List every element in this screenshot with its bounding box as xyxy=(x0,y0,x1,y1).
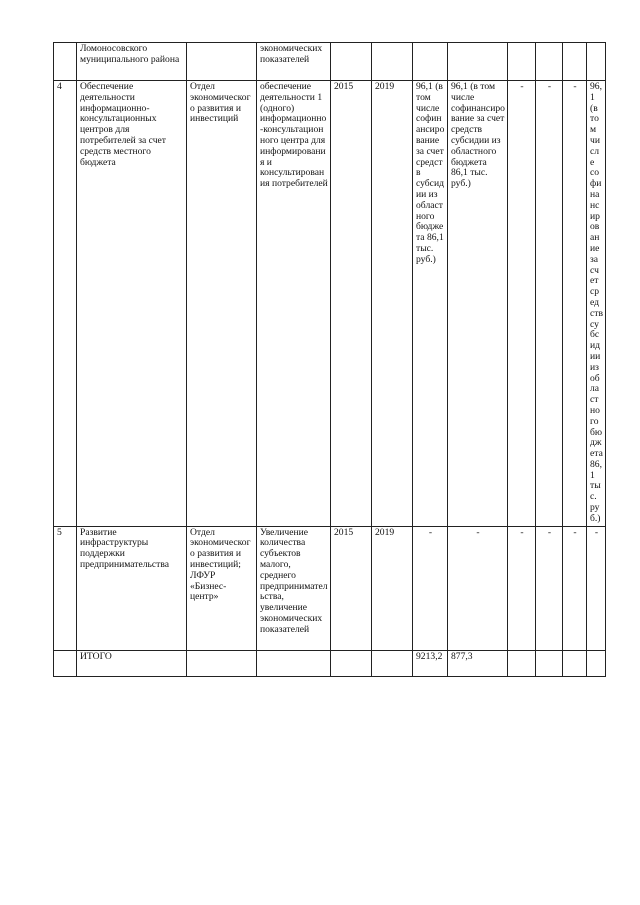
funding-2017-cell: - xyxy=(536,81,563,527)
row-number-cell xyxy=(54,43,77,81)
funding-2015-cell: 877,3 xyxy=(448,650,508,676)
total-funding-cell: 96,1 (в том числе софинансирование за счет средств субсидии из областного бюджета 86,1 тыс. руб.) xyxy=(413,81,448,527)
result-cell: Увеличение количества субъектов малого, среднего предпринимательства, увеличение экономических показателей xyxy=(257,526,331,650)
start-year-cell: 2015 xyxy=(331,81,372,527)
table-row xyxy=(54,526,606,650)
executor-cell: Отдел экономического развития и инвестиций xyxy=(187,81,257,527)
funding-2018-cell xyxy=(563,650,587,676)
funding-2015-cell: 96,1 (в том числе софинансирование за счет средств субсидии из областного бюджета 86,1 тыс. руб.) xyxy=(448,81,508,527)
activity-name-cell: Обеспечение деятельности информационно-консультационных центров для потребителей за счет средств местного бюджета xyxy=(77,81,187,527)
executor-cell xyxy=(187,43,257,81)
end-year-cell: 2019 xyxy=(372,526,413,650)
result-cell: экономических показателей xyxy=(257,43,331,81)
row-number-cell: 4 xyxy=(54,81,77,527)
end-year-cell: 2019 xyxy=(372,81,413,527)
funding-2015-cell: - xyxy=(448,526,508,650)
executor-cell xyxy=(187,650,257,676)
result-cell: обеспечение деятельности 1 (одного) информационно-консультационного центра для информирования и консультирования потребителей xyxy=(257,81,331,527)
total-label-cell: ИТОГО xyxy=(77,650,187,676)
total-row xyxy=(54,650,606,676)
table-row xyxy=(54,43,606,81)
start-year-cell xyxy=(331,650,372,676)
funding-2016-cell: - xyxy=(508,81,536,527)
row-number-cell xyxy=(54,650,77,676)
total-funding-cell xyxy=(413,43,448,81)
start-year-cell: 2015 xyxy=(331,526,372,650)
end-year-cell xyxy=(372,43,413,81)
end-year-cell xyxy=(372,650,413,676)
funding-2018-cell xyxy=(563,43,587,81)
funding-2019-cell xyxy=(587,43,606,81)
row-number-cell: 5 xyxy=(54,526,77,650)
funding-2017-cell xyxy=(536,650,563,676)
activity-name-cell: Развитие инфраструктуры поддержки предпринимательства xyxy=(77,526,187,650)
total-funding-cell: 9213,2 xyxy=(413,650,448,676)
funding-2019-cell xyxy=(587,650,606,676)
program-activities-table xyxy=(53,42,606,677)
activity-name-cell: Ломоносовского муниципального района xyxy=(77,43,187,81)
executor-cell: Отдел экономического развития и инвестиций; ЛФУР «Бизнес-центр» xyxy=(187,526,257,650)
funding-2019-cell: - xyxy=(587,526,606,650)
total-funding-cell: - xyxy=(413,526,448,650)
funding-2015-cell xyxy=(448,43,508,81)
funding-2019-cell: 96,1 (в том числе софинансирование за счет средств субсидии из областного бюджета 86,1 тыс. руб.) xyxy=(587,81,606,527)
funding-2016-cell: - xyxy=(508,526,536,650)
result-cell xyxy=(257,650,331,676)
funding-2016-cell xyxy=(508,650,536,676)
start-year-cell xyxy=(331,43,372,81)
funding-2017-cell xyxy=(536,43,563,81)
funding-2016-cell xyxy=(508,43,536,81)
funding-2018-cell: - xyxy=(563,81,587,527)
funding-2018-cell: - xyxy=(563,526,587,650)
table-row xyxy=(54,81,606,527)
funding-2017-cell: - xyxy=(536,526,563,650)
